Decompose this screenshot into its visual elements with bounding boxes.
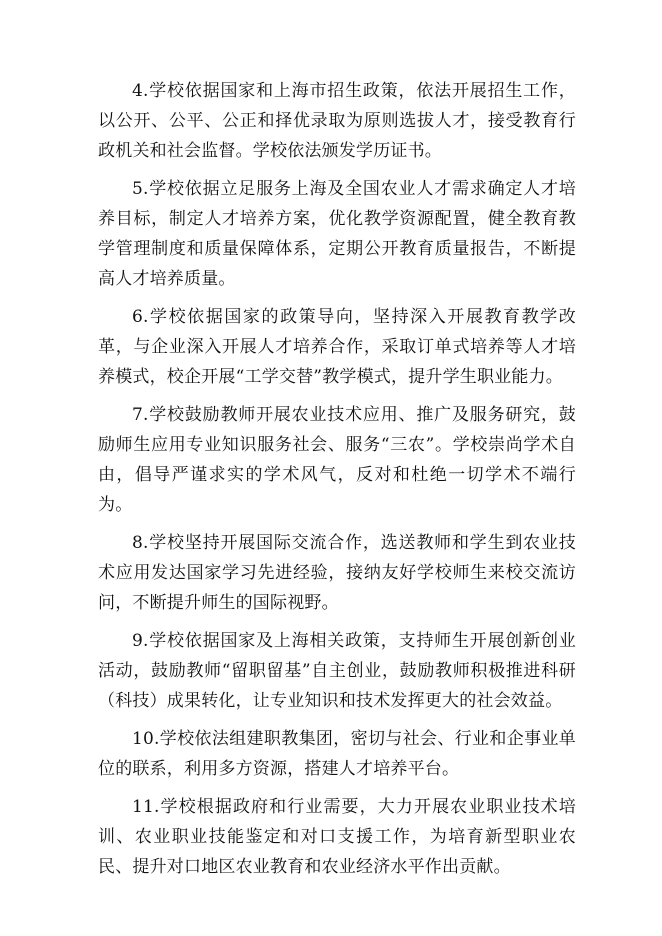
- paragraph-7: 7.学校鼓励教师开展农业技术应用、推广及服务研究，鼓励师生应用专业知识服务社会、服务“三农”。学校崇尚学术自由，倡导严谨求实的学术风气，反对和杜绝一切学术不端行为。: [98, 405, 576, 515]
- paragraph-9: 9.学校依据国家及上海相关政策，支持师生开展创新创业活动，鼓励教师“留职留基”自主创业，鼓励教师积极推进科研（科技）成果转化，让专业知识和技术发挥更大的社会效益。: [98, 631, 576, 711]
- paragraph-5: 5.学校依据立足服务上海及全国农业人才需求确定人才培养目标，制定人才培养方案，优化教学资源配置，健全教育教学管理制度和质量保障体系，定期公开教育质量报告，不断提高人才培养质量。: [98, 179, 576, 289]
- paragraph-8: 8.学校坚持开展国际交流合作，选送教师和学生到农业技术应用发达国家学习先进经验，接纳友好学校师生来校交流访问，不断提升师生的国际视野。: [98, 533, 576, 613]
- paragraph-6: 6.学校依据国家的政策导向，坚持深入开展教育教学改革，与企业深入开展人才培养合作，采取订单式培养等人才培养模式，校企开展“工学交替”教学模式，提升学生职业能力。: [98, 307, 576, 387]
- paragraph-10: 10.学校依法组建职教集团，密切与社会、行业和企事业单位的联系，利用多方资源，搭建人才培养平台。: [98, 729, 576, 779]
- paragraph-11: 11.学校根据政府和行业需要，大力开展农业职业技术培训、农业职业技能鉴定和对口支援工作，为培育新型职业农民、提升对口地区农业教育和农业经济水平作出贡献。: [98, 797, 576, 877]
- document-body: [98, 76, 576, 890]
- paragraph-4: 4.学校依据国家和上海市招生政策，依法开展招生工作，以公开、公平、公正和择优录取为原则选拔人才，接受教育行政机关和社会监督。学校依法颁发学历证书。: [98, 81, 576, 161]
